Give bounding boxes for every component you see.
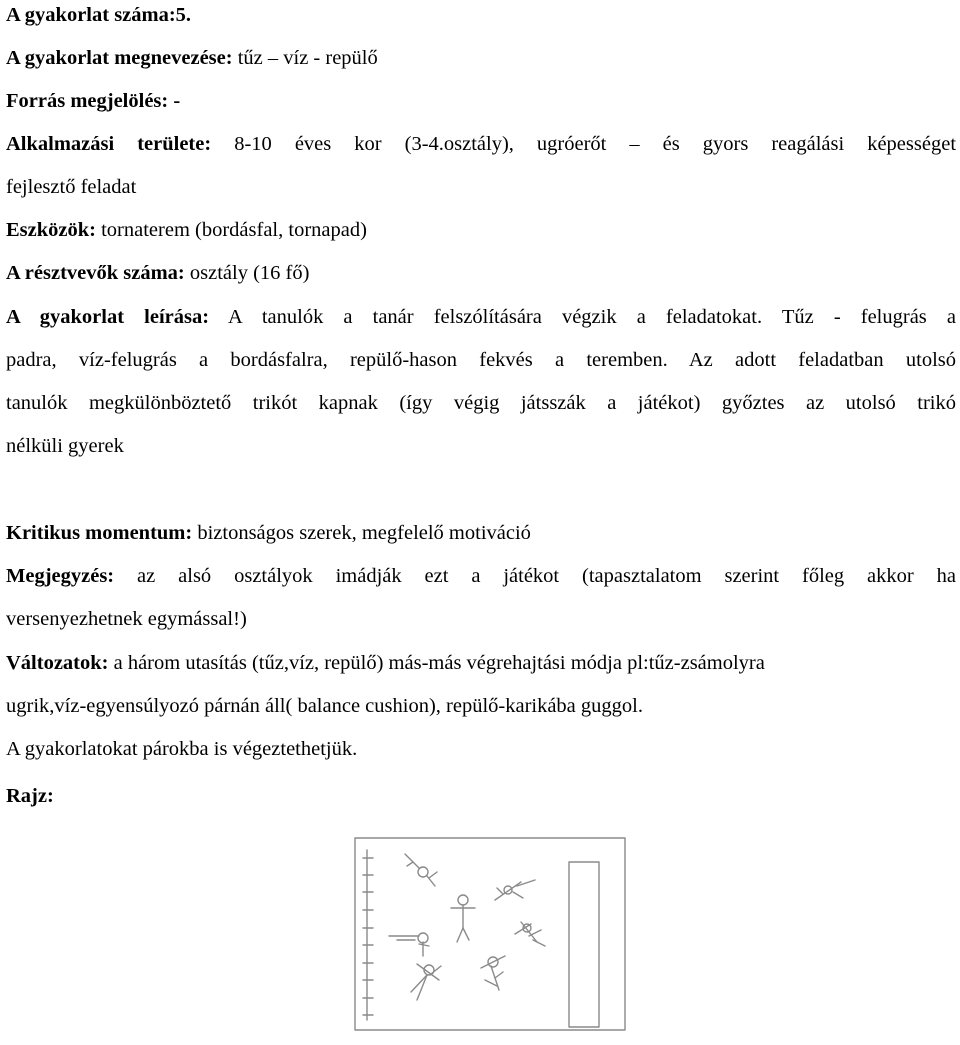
drawing-heading bbox=[6, 782, 54, 810]
description-line-3 bbox=[6, 389, 956, 417]
application-value-1: 8-10 éves kor (3-4.osztály), ugróerőt – és gyors reagálási képességet bbox=[211, 133, 957, 155]
description-value-3: tanulók megkülönböztető trikót kapnak (így végig játsszák a játékot) győztes az utolsó trikó bbox=[6, 392, 956, 414]
variations-value-3: A gyakorlatokat párokba is végeztethetjük. bbox=[6, 738, 358, 760]
exercise-number bbox=[6, 1, 191, 29]
figure-5 bbox=[515, 922, 545, 946]
description-line-2 bbox=[6, 346, 956, 374]
figure-4 bbox=[389, 933, 429, 956]
note-value-2: versenyezhetnek egymással!) bbox=[6, 608, 247, 630]
figure-3 bbox=[495, 880, 535, 900]
note-label: Megjegyzés: bbox=[6, 565, 115, 587]
exercise-number-label: A gyakorlat száma:5. bbox=[6, 4, 192, 26]
critical-label: Kritikus momentum: bbox=[6, 522, 193, 544]
figure-7 bbox=[481, 956, 505, 990]
variations-value-2: ugrik,víz-egyensúlyozó párnán áll( balance cushion), repülő-karikába guggol. bbox=[6, 695, 643, 717]
equipment-label: Eszközök: bbox=[6, 219, 96, 241]
description-line-1 bbox=[6, 303, 956, 331]
note-line-2 bbox=[6, 605, 247, 633]
variations-line-2 bbox=[6, 692, 643, 720]
figure-2 bbox=[451, 895, 475, 942]
variations-label: Változatok: bbox=[6, 652, 109, 674]
gym-sketch bbox=[345, 830, 635, 1035]
wall-bars bbox=[363, 850, 373, 1020]
variations-line-3 bbox=[6, 735, 357, 763]
description-value-4: nélküli gyerek bbox=[6, 435, 124, 457]
exercise-name bbox=[6, 44, 378, 72]
application-line-1 bbox=[6, 130, 956, 158]
source bbox=[6, 87, 180, 115]
critical-moment bbox=[6, 519, 531, 547]
critical-value: biztonságos szerek, megfelelő motiváció bbox=[192, 522, 531, 544]
drawing-label: Rajz: bbox=[6, 785, 54, 807]
participants-label: A résztvevők száma: bbox=[6, 262, 185, 284]
description-value-1: A tanulók a tanár felszólítására végzik a feladatokat. Tűz - felugrás a bbox=[209, 306, 956, 328]
exercise-name-label: A gyakorlat megnevezése: bbox=[6, 47, 233, 69]
figure-6 bbox=[411, 964, 441, 1000]
equipment bbox=[6, 216, 367, 244]
exercise-name-value: tűz – víz - repülő bbox=[232, 47, 378, 69]
description-label: A gyakorlat leírása: bbox=[6, 306, 210, 328]
application-value-2: fejlesztő feladat bbox=[6, 176, 137, 198]
application-label: Alkalmazási területe: bbox=[6, 133, 212, 155]
variations-line-1 bbox=[6, 649, 765, 677]
description-line-4 bbox=[6, 432, 124, 460]
note-line-1 bbox=[6, 562, 956, 590]
application-line-2 bbox=[6, 173, 136, 201]
note-value-1: az alsó osztályok imádják ezt a játékot (tapasztalatom szerint főleg akkor ha bbox=[114, 565, 956, 587]
participants-value: osztály (16 fő) bbox=[184, 262, 310, 284]
bench bbox=[569, 862, 599, 1027]
figure-1 bbox=[405, 854, 437, 886]
equipment-value: tornaterem (bordásfal, tornapad) bbox=[95, 219, 367, 241]
description-value-2: padra, víz-felugrás a bordásfalra, repülő-hason fekvés a teremben. Az adott feladatban utolsó bbox=[6, 349, 956, 371]
source-label: Forrás megjelölés: - bbox=[6, 90, 181, 112]
gym-room-outline bbox=[355, 838, 625, 1030]
variations-value-1: a három utasítás (tűz,víz, repülő) más-más végrehajtási módja pl:tűz-zsámolyra bbox=[108, 652, 765, 674]
participants bbox=[6, 259, 309, 287]
